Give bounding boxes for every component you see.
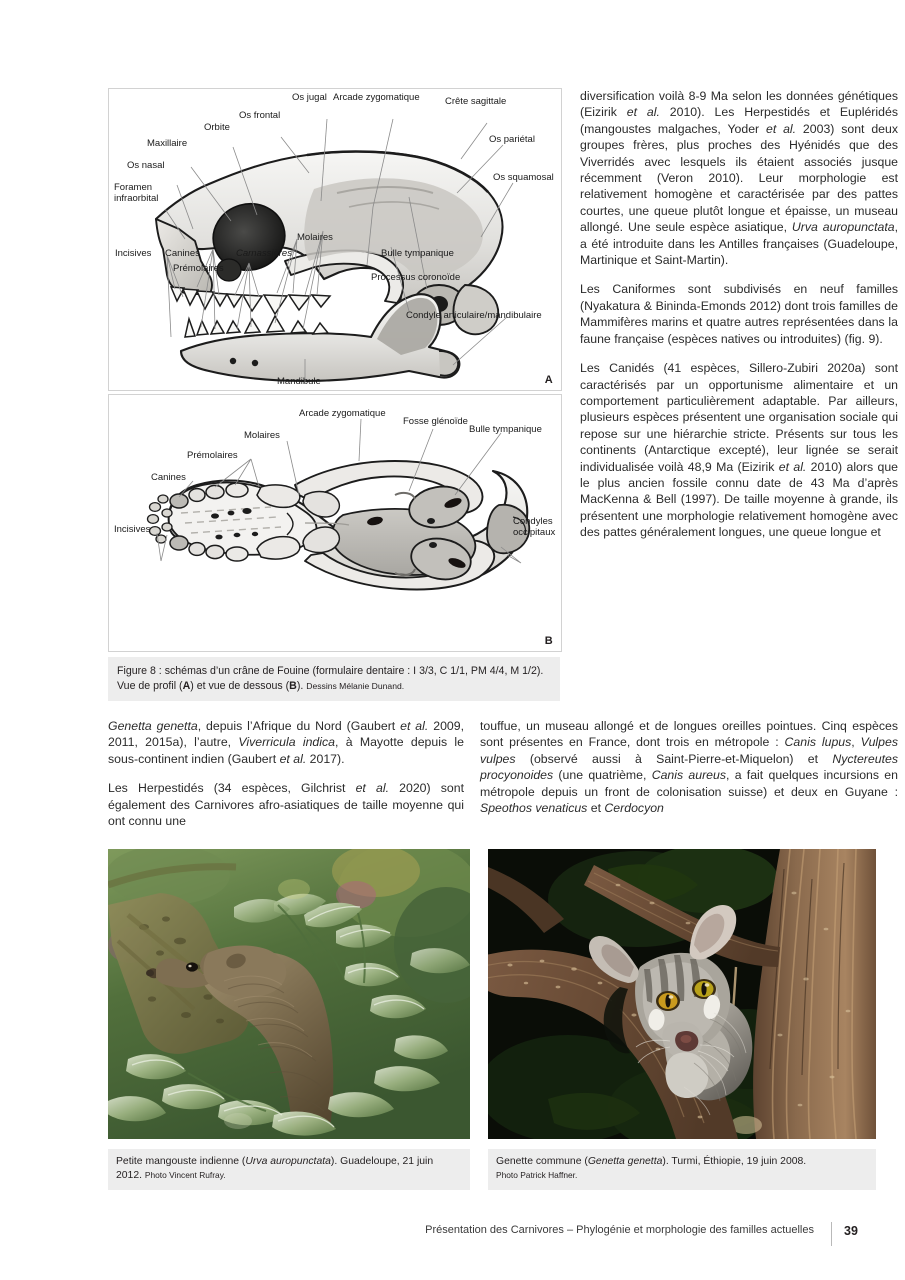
text-run: , depuis l’Afrique du Nord (Gaubert [197, 719, 401, 733]
text-italic: Cerdocyon [604, 801, 664, 816]
photo-mongoose-caption [108, 1149, 470, 1190]
text-run: 2009, 2011, 2015a), l’autre, [108, 719, 464, 750]
text-italic: Genetta genetta [108, 719, 198, 733]
text-italic: et al. [778, 459, 807, 474]
text-italic: et al. [765, 121, 797, 136]
text-run: Les Caniformes sont subdivisés en neuf familles (Nyakatura & Bininda-Emonds 2012) dont trois familles de Mammifères marins et quatre autres représentées dans la faune française (espèces natives ou introduites) (fig. 9). [580, 282, 898, 346]
label-processus-coronoide: Processus coronoïde [371, 272, 461, 283]
text-italic: et al. [279, 751, 307, 766]
label-carnassieres: Carnassières [236, 248, 292, 259]
paragraph-canides [580, 360, 898, 540]
text-italic: et al. [400, 719, 429, 733]
caption-species: Genetta genetta [587, 1156, 663, 1167]
label-incisives-b: Incisives [114, 524, 151, 535]
label-premolaires-a: Prémolaires [173, 263, 224, 274]
photo-mongoose-illustration [108, 849, 470, 1139]
text-run: 2003) sont deux groupes frères, plus proches des Hyénidés que des Viverridés avec lesquels ils étaient associés jusque récemment (Veron 2010). Leur morphologie est relativement homogène et caractérisée par des pattes courtes, une queue plutôt longue et épaisse, un museau allongé. Une seule espèce asiatique, [580, 121, 898, 235]
text-run: 2010). Les Herpestidés et Eupléridés (mangoustes malgaches, Yoder [580, 105, 898, 136]
label-molaires-a: Molaires [297, 232, 333, 243]
caption-species: Urva auropunctata [245, 1156, 331, 1167]
text-italic: et al. [355, 781, 389, 796]
label-incisives-a: Incisives [115, 248, 152, 259]
text-run: (observé aussi à Saint-Pierre-et-Miquelon) et [515, 751, 833, 766]
text-italic: Nyctereutes procyonoides [480, 751, 898, 783]
photo-genet [488, 849, 876, 1139]
page-footer [108, 1222, 876, 1246]
label-orbite: Orbite [204, 122, 230, 133]
label-os-squamosal: Os squamosal [493, 172, 554, 183]
label-maxillaire: Maxillaire [147, 138, 188, 149]
figure-caption-b-ref: B [289, 679, 297, 692]
text-run: Les Canidés (41 espèces, Sillero-Zubiri 2020a) sont caractérisés par un opportunisme alimentaire et un comportement particulièrement adaptable. Par ailleurs, plusieurs espèces présentent une organisation sociale qui repose sur une hiérarchie stricte. Présents sur tous les continents (Antarctique excepté), leur lignée se serait individualisée voilà 48,9 Ma (Eizirik [580, 361, 898, 474]
text-run: touffue, un museau allongé et de longues oreilles pointues. Cinq espèces sont présentes en France, dont trois en métropole : [480, 719, 898, 750]
text-run: Les Herpestidés (34 espèces, Gilchrist [108, 781, 356, 796]
paragraph-canides-suite [480, 718, 898, 816]
label-arcade-zygomatique-a: Arcade zygomatique [333, 92, 420, 103]
photo-mongoose [108, 849, 470, 1139]
label-canines-b: Canines [151, 472, 186, 483]
caption-credit: Photo Patrick Haffner. [496, 1170, 578, 1181]
label-arcade-zygomatique-b: Arcade zygomatique [299, 408, 386, 419]
paragraph-genetta [108, 718, 464, 767]
figure-caption-credit: Dessins Mélanie Dunand. [306, 680, 405, 691]
right-column-text [580, 88, 898, 541]
paragraph-caniformes [580, 281, 898, 347]
text-run: et [587, 801, 605, 816]
caption-text: Petite mangouste indienne ( [116, 1156, 246, 1167]
label-os-nasal: Os nasal [127, 160, 165, 171]
label-fosse-glenoide: Fosse glénoïde [403, 416, 468, 427]
text-run: 2017). [306, 751, 345, 766]
photo-genet-illustration [488, 849, 876, 1139]
text-italic: Canis aureus [651, 768, 726, 783]
caption-text: ). Turmi, Éthiopie, 19 juin 2008. [662, 1156, 807, 1167]
right-lower-column-text [480, 718, 898, 816]
text-run: , a été introduite dans les Antilles françaises (Guadeloupe, Martinique et Saint-Martin). [580, 220, 898, 268]
text-run: , a fait quelques incursions en métropole depuis un front de colonisation suisse) et deux en Guyane : [480, 768, 898, 799]
text-italic: Vulpes vulpes [480, 735, 898, 766]
text-run: 2010) alors que le plus ancien fossile connu date de 43 Ma d’après MacKenna & Bell (1997). De taille moyenne à grande, ils présentent une morphologie relativement homogène avec des pattes généralement longues, une queue longue et [580, 459, 898, 540]
label-molaires-b: Molaires [244, 430, 280, 441]
page-number: 39 [844, 1224, 858, 1238]
label-bulle-tympanique-a: Bulle tympanique [381, 248, 454, 259]
figure-8-caption [108, 657, 560, 701]
footer-divider [831, 1222, 832, 1246]
figure-caption-end: ). [296, 679, 307, 692]
label-os-frontal: Os frontal [239, 110, 281, 121]
panel-letter-a: A [544, 374, 553, 386]
text-italic: Urva auropunctata [791, 220, 895, 235]
text-italic: et al. [626, 105, 660, 120]
text-run: 2020) sont également des Carnivores afro-asiatiques de taille moyenne qui ont connu une [108, 781, 464, 829]
caption-text: Genette commune ( [496, 1156, 588, 1167]
figure-caption-mid: ) et vue de dessous ( [190, 679, 290, 692]
text-run: , à Mayotte depuis le sous-continent indien (Gaubert [108, 735, 464, 766]
text-italic: Viverricula indica [238, 735, 335, 750]
caption-credit: Photo Vincent Rufray. [144, 1170, 226, 1181]
label-condyle-articulaire: Condyle articulaire/mandibulaire [406, 310, 542, 321]
photo-genet-caption [488, 1149, 876, 1190]
paragraph-herpestides-eupleerides [580, 88, 898, 268]
figure-caption-main: Figure 8 : schémas d’un crâne de Fouine (formulaire dentaire : I 3/3, C 1/1, PM 4/4, M 1/2). Vue de profil ( [117, 665, 544, 692]
figure-8a-skull-lateral [108, 88, 562, 391]
paragraph-herpestides [108, 780, 464, 829]
text-run: (une quatrième, [553, 768, 652, 783]
label-premolaires-b: Prémolaires [187, 450, 238, 461]
figure-8b-skull-ventral [108, 394, 562, 652]
left-lower-column-text [108, 718, 464, 842]
label-mandibule: Mandibule [277, 376, 321, 387]
footer-running-title: Présentation des Carnivores – Phylogénie et morphologie des familles actuelles [425, 1224, 814, 1236]
label-os-parietal: Os pariétal [489, 134, 535, 145]
label-foramen-infraorbital: Foramen infraorbital [114, 182, 159, 204]
text-italic: Speothos venaticus [480, 801, 588, 816]
caption-text: ). Guadeloupe, 21 juin 2012. [116, 1156, 434, 1182]
text-run: , [851, 735, 861, 750]
panel-letter-b: B [544, 635, 553, 647]
figure-caption-a-ref: A [182, 679, 191, 692]
label-canines-a: Canines [165, 248, 200, 259]
label-os-jugal: Os jugal [292, 92, 327, 103]
label-crete-sagittale: Crête sagittale [445, 96, 507, 107]
label-condyles-occipitaux: Condyles occipitaux [513, 516, 556, 538]
label-bulle-tympanique-b: Bulle tympanique [469, 424, 542, 435]
text-run: diversification voilà 8-9 Ma selon les données génétiques (Eizirik [580, 89, 898, 120]
text-italic: Canis lupus [784, 735, 852, 750]
